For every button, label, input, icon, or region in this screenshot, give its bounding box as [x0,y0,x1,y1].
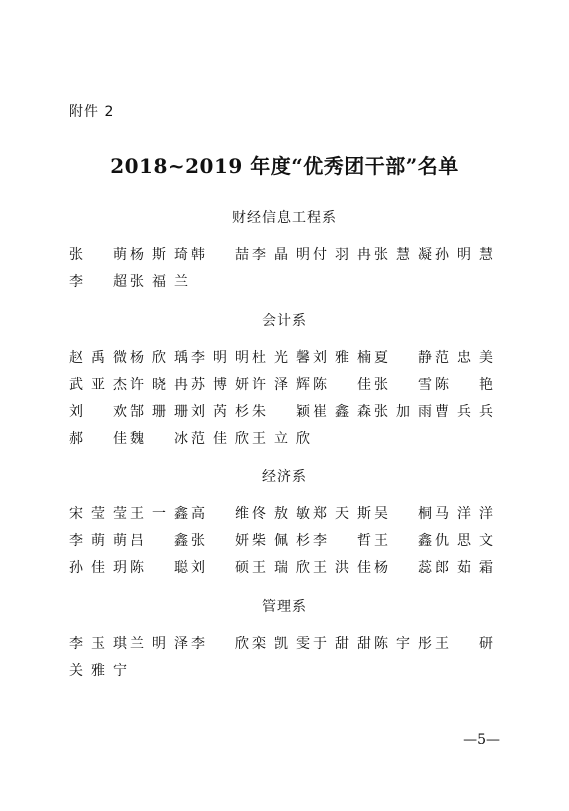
person-name: 王立欣 [252,431,310,447]
person-name: 陈 佳 [313,377,371,393]
person-name: 王 研 [435,636,493,652]
person-name: 范忠美 [435,350,493,366]
person-name: 刘芮杉 [191,404,249,420]
person-name: 高 维 [191,506,249,522]
person-name: 栾凯雯 [252,636,310,652]
person-name: 付羽冉 [313,247,371,263]
person-name: 郝 佳 [69,431,127,447]
attachment-label: 附件 2 [69,104,115,120]
person-name: 张 雪 [374,377,432,393]
department-heading: 财经信息工程系 [232,210,337,226]
department-heading: 管理系 [262,599,307,615]
person-name: 关雅宁 [69,663,127,679]
person-name: 李 哲 [313,533,371,549]
person-name: 柴佩杉 [252,533,310,549]
department-heading: 经济系 [262,469,307,485]
person-name: 张 萌 [69,247,127,263]
document-title: 2018~2019 年度“优秀团干部”名单 [110,154,459,178]
page-number: —5— [463,732,500,748]
person-name: 李 超 [69,274,127,290]
person-name: 王 鑫 [374,533,432,549]
person-name: 赵禹微 [69,350,127,366]
person-name: 张加雨 [374,404,432,420]
person-name: 李晶明 [252,247,310,263]
person-name: 佟敖敏 [252,506,310,522]
person-name: 宋莹莹 [69,506,127,522]
person-name: 崔鑫森 [313,404,371,420]
person-name: 范佳欣 [191,431,249,447]
person-name: 陈 聪 [130,560,188,576]
person-name: 陈宇彤 [374,636,432,652]
department-heading: 会计系 [262,313,307,329]
person-name: 许晓冉 [130,377,188,393]
person-name: 韩 喆 [191,247,249,263]
person-name: 夏 静 [374,350,432,366]
person-name: 郜珊珊 [130,404,188,420]
person-name: 张福兰 [130,274,188,290]
person-name: 吕 鑫 [130,533,188,549]
person-name: 王瑞欣 [252,560,310,576]
person-name: 陈 艳 [435,377,493,393]
person-name: 许泽辉 [252,377,310,393]
person-name: 曹兵兵 [435,404,493,420]
person-name: 刘 硕 [191,560,249,576]
person-name: 李明明 [191,350,249,366]
person-name: 王洪佳 [313,560,371,576]
person-name: 兰明泽 [130,636,188,652]
person-name: 吴 桐 [374,506,432,522]
person-name: 刘雅楠 [313,350,371,366]
person-name: 杨斯琦 [130,247,188,263]
person-name: 郎茹霜 [435,560,493,576]
person-name: 王一鑫 [130,506,188,522]
person-name: 魏 冰 [130,431,188,447]
person-name: 李萌萌 [69,533,127,549]
person-name: 孙明慧 [435,247,493,263]
person-name: 杨 蕊 [374,560,432,576]
person-name: 李玉琪 [69,636,127,652]
person-name: 孙佳玥 [69,560,127,576]
person-name: 张 妍 [191,533,249,549]
person-name: 于甜甜 [313,636,371,652]
person-name: 郑天斯 [313,506,371,522]
person-name: 张慧凝 [374,247,432,263]
person-name: 杨欣瑀 [130,350,188,366]
person-name: 杜光馨 [252,350,310,366]
person-name: 苏博妍 [191,377,249,393]
person-name: 刘 欢 [69,404,127,420]
person-name: 李 欣 [191,636,249,652]
person-name: 马洋洋 [435,506,493,522]
person-name: 朱 颖 [252,404,310,420]
person-name: 武亚杰 [69,377,127,393]
person-name: 仇思文 [435,533,493,549]
